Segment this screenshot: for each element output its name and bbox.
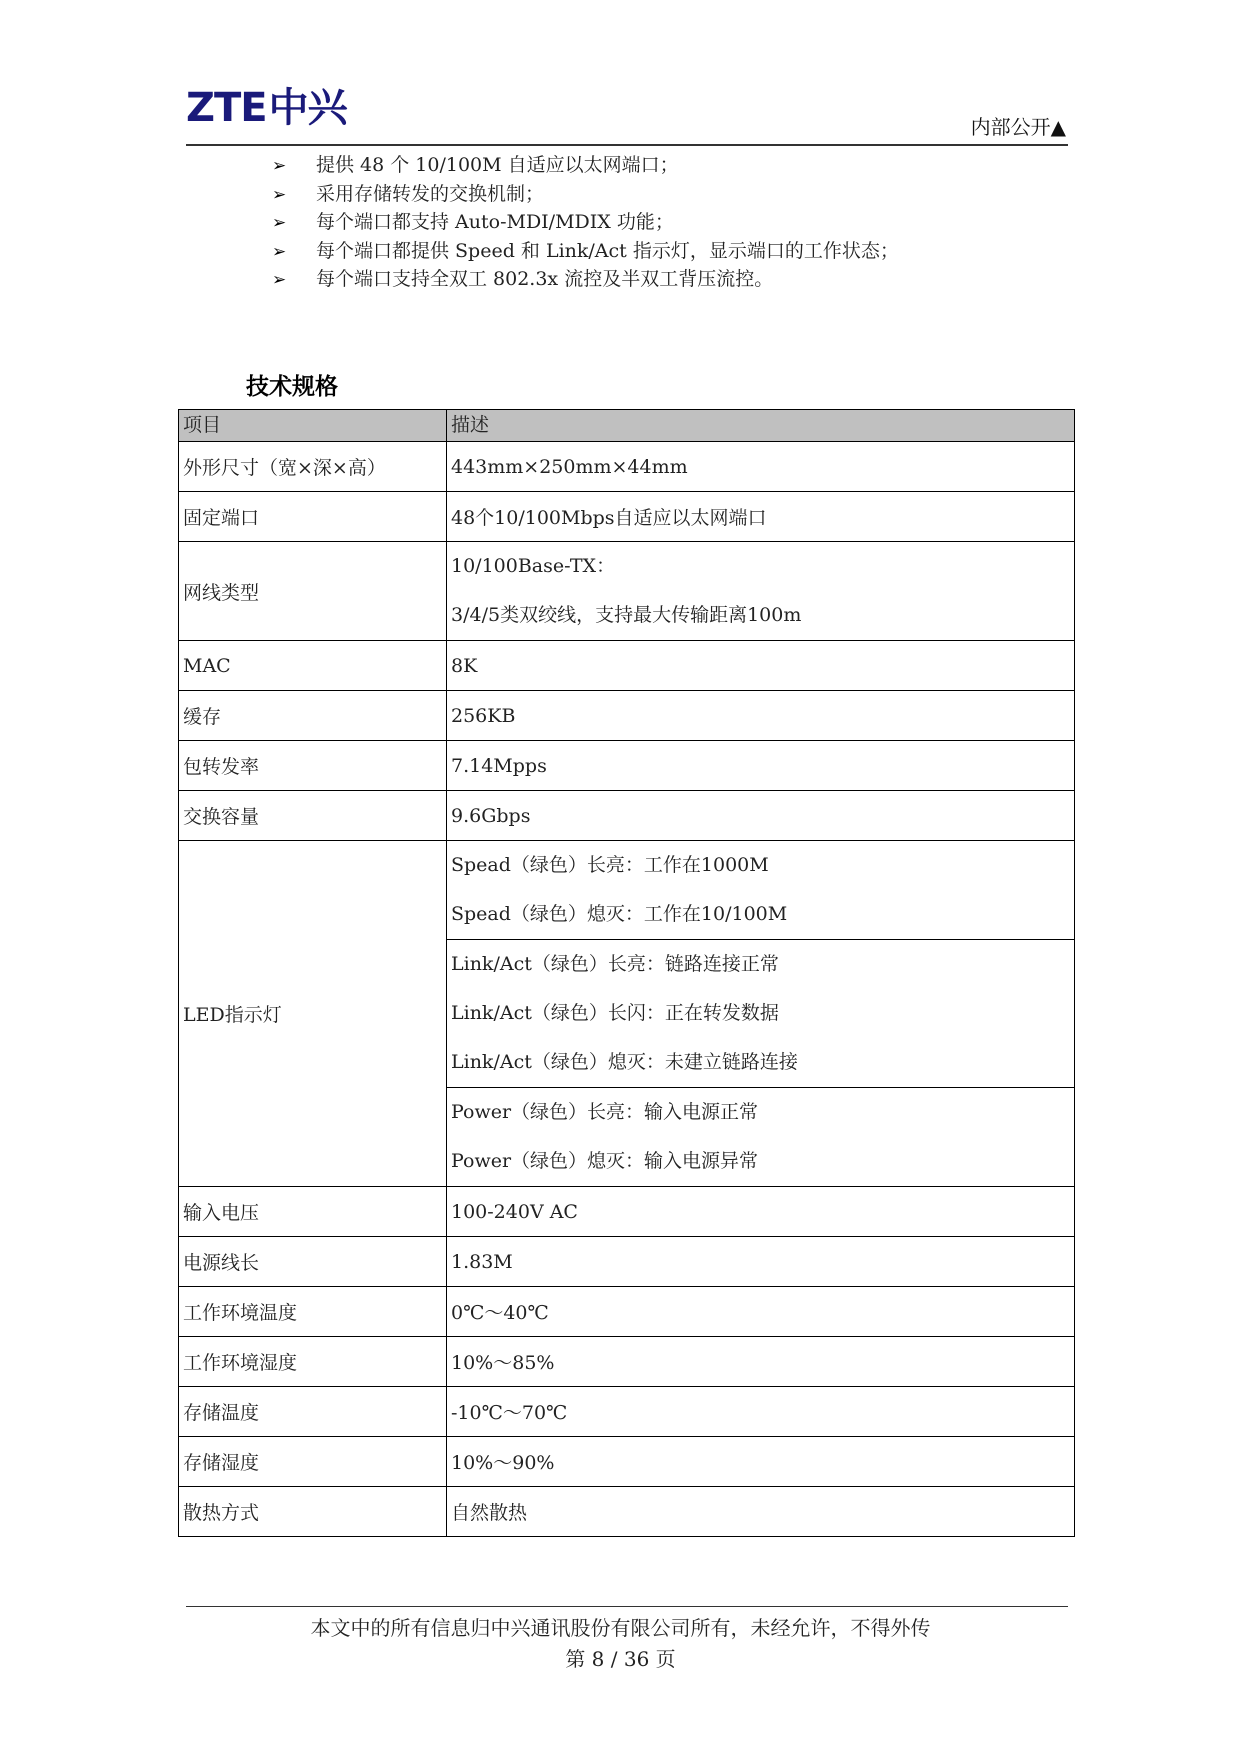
led-power-line: Power（绿色）熄灭：输入电源异常 [451,1150,759,1172]
row-value: 10%～85% [447,1337,1075,1387]
led-link-line: Link/Act（绿色）长亮：链路连接正常 [451,953,779,975]
row-label: MAC [179,641,447,691]
led-link-cell [447,940,1075,1088]
footer-divider [186,1606,1068,1607]
row-label: 网线类型 [179,542,447,641]
row-label: 包转发率 [179,741,447,791]
row-label: 电源线长 [179,1237,447,1287]
cable-line-1: 10/100Base-TX： [451,555,616,577]
row-value: 自然散热 [447,1487,1075,1537]
row-label: 交换容量 [179,791,447,841]
classification-label: 内部公开▲ [970,115,1066,139]
table-row [179,841,1075,940]
row-value: 9.6Gbps [447,791,1075,841]
list-item: ➢ 提供 48 个 10/100M 自适应以太网端口； [272,151,899,180]
table-row [179,1337,1075,1387]
footer-confidentiality-note: 本文中的所有信息归中兴通讯股份有限公司所有，未经允许，不得外传 [310,1616,931,1640]
row-value: 100-240V AC [447,1187,1075,1237]
column-header-description: 描述 [447,410,1075,442]
row-value: 256KB [447,691,1075,741]
feature-list [272,151,899,294]
section-title: 技术规格 [246,374,338,400]
row-value: 48个10/100Mbps自适应以太网端口 [447,492,1075,542]
row-value: 443mm×250mm×44mm [447,442,1075,492]
column-header-item: 项目 [179,410,447,442]
table-row [179,1487,1075,1537]
list-item: ➢ 采用存储转发的交换机制； [272,180,899,209]
table-row [179,542,1075,641]
arrowhead-bullet-icon: ➢ [272,241,287,262]
logo-latin-text: ZTE [186,85,267,131]
led-link-line: Link/Act（绿色）熄灭：未建立链路连接 [451,1051,798,1073]
table-row [179,1287,1075,1337]
arrowhead-bullet-icon: ➢ [272,184,287,205]
arrowhead-bullet-icon: ➢ [272,270,287,290]
row-label: 固定端口 [179,492,447,542]
table-row [179,741,1075,791]
row-label: 存储温度 [179,1387,447,1437]
row-label: 缓存 [179,691,447,741]
row-label: LED指示灯 [179,841,447,1187]
logo-cn-text: 中兴 [268,85,347,131]
row-label: 外形尺寸（宽×深×高） [179,442,447,492]
list-item: ➢ 每个端口支持全双工 802.3x 流控及半双工背压流控。 [272,265,899,294]
led-speed-line: Spead（绿色）长亮：工作在1000M [451,854,769,876]
table-row [179,1437,1075,1487]
table-row [179,1387,1075,1437]
zte-logo [186,86,347,130]
row-value: 1.83M [447,1237,1075,1287]
led-speed-cell [447,841,1075,940]
led-power-line: Power（绿色）长亮：输入电源正常 [451,1101,759,1123]
list-item: ➢ 每个端口都支持 Auto-MDI/MDIX 功能； [272,208,899,237]
table-row [179,641,1075,691]
table-row [179,442,1075,492]
cable-line-2: 3/4/5类双绞线，支持最大传输距离100m [451,604,802,626]
table-header-row [179,410,1075,442]
row-value: -10℃～70℃ [447,1387,1075,1437]
led-link-line: Link/Act（绿色）长闪：正在转发数据 [451,1002,779,1024]
spec-table [178,409,1075,1537]
table-row [179,1187,1075,1237]
row-label: 输入电压 [179,1187,447,1237]
row-value [447,542,1075,641]
row-value: 10%～90% [447,1437,1075,1487]
led-speed-line: Spead（绿色）熄灭：工作在10/100M [451,903,788,925]
table-row [179,1237,1075,1287]
row-label: 工作环境温度 [179,1287,447,1337]
row-value: 7.14Mpps [447,741,1075,791]
page-header [186,86,1068,146]
led-power-cell [447,1088,1075,1187]
table-row [179,492,1075,542]
arrowhead-bullet-icon: ➢ [272,213,287,233]
arrowhead-bullet-icon: ➢ [272,156,287,176]
page-number: 第 8 / 36 页 [565,1647,676,1671]
row-value: 0℃～40℃ [447,1287,1075,1337]
row-value: 8K [447,641,1075,691]
row-label: 工作环境湿度 [179,1337,447,1387]
row-label: 存储湿度 [179,1437,447,1487]
row-label: 散热方式 [179,1487,447,1537]
list-item: ➢ 每个端口都提供 Speed 和 Link/Act 指示灯，显示端口的工作状态； [272,237,899,266]
table-row [179,691,1075,741]
table-row [179,791,1075,841]
